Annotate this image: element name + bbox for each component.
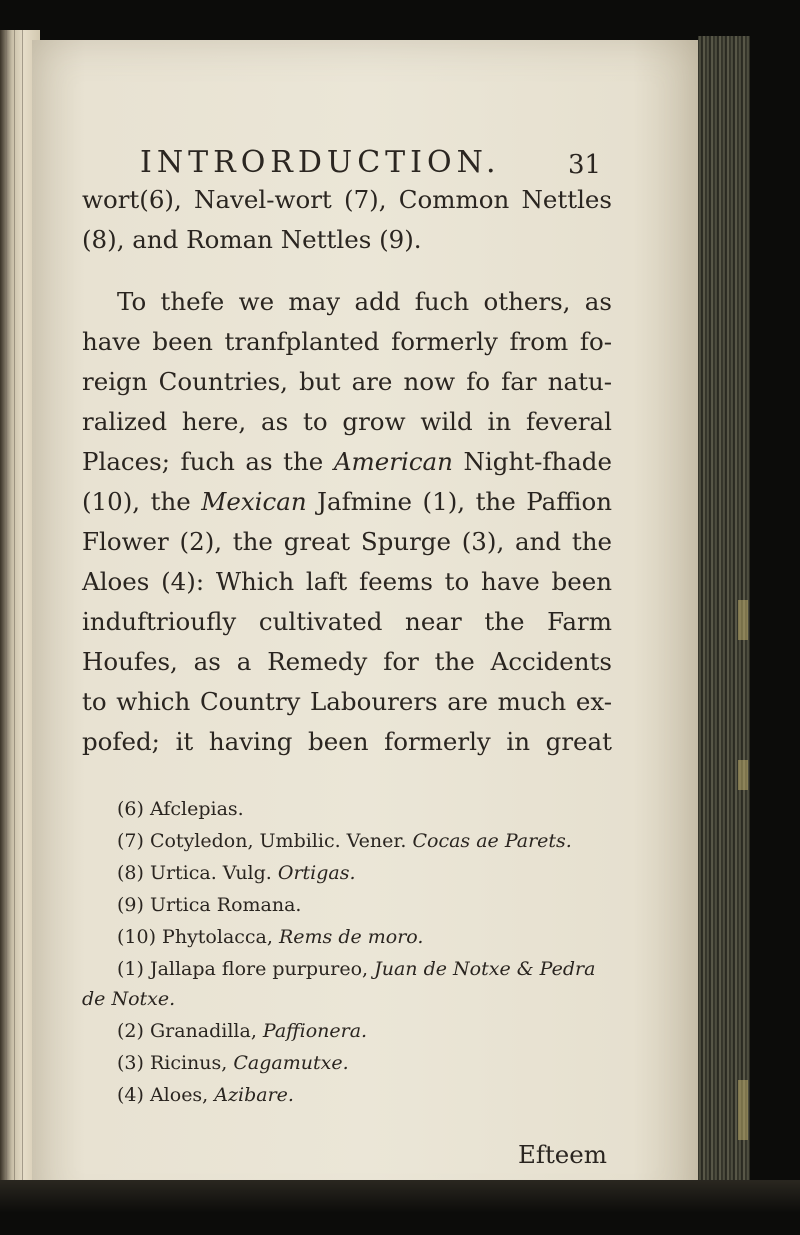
body-line: have been tranfplanted formerly from fo- — [82, 327, 612, 356]
catchword: Efteem — [518, 1140, 608, 1169]
footnote: (7) Cotyledon, Umbilic. Vener. Cocas ae Parets. — [117, 830, 572, 852]
body-line: to which Country Labourers are much ex- — [82, 687, 612, 716]
body-line: reign Countries, but are now fo far natu- — [82, 367, 612, 396]
page-number: 31 — [568, 150, 602, 180]
body-line: wort(6), Navel-wort (7), Common Nettles — [82, 185, 612, 214]
footnote: (1) Jallapa flore purpureo, Juan de Notxe & Pedra — [117, 958, 596, 980]
body-line: Aloes (4): Which laft feems to have been — [82, 567, 612, 596]
body-line: To thefe we may add fuch others, as — [117, 287, 612, 316]
footnote: (10) Phytolacca, Rems de moro. — [117, 926, 424, 948]
body-line: Places; fuch as the American Night-fhade — [82, 447, 612, 476]
body-line: ralized here, as to grow wild in feveral — [82, 407, 612, 436]
body-line: Houfes, as a Remedy for the Accidents — [82, 647, 612, 676]
footnote: (9) Urtica Romana. — [117, 894, 302, 916]
footnote: (3) Ricinus, Cagamutxe. — [117, 1052, 349, 1074]
body-line: Flower (2), the great Spurge (3), and the — [82, 527, 612, 556]
footnote: (2) Granadilla, Paffionera. — [117, 1020, 368, 1042]
body-line: induftrioufly cultivated near the Farm — [82, 607, 612, 636]
body-line: (10), the Mexican Jafmine (1), the Paffion — [82, 487, 613, 516]
footnote: (8) Urtica. Vulg. Ortigas. — [117, 862, 356, 884]
footnote: de Notxe. — [82, 988, 176, 1010]
body-line: (8), and Roman Nettles (9). — [82, 225, 422, 254]
footnote: (4) Aloes, Azibare. — [117, 1084, 294, 1106]
footnote: (6) Afclepias. — [117, 798, 244, 820]
body-line: pofed; it having been formerly in great — [82, 727, 612, 756]
running-title: INTRORDUCTION. — [140, 145, 501, 180]
